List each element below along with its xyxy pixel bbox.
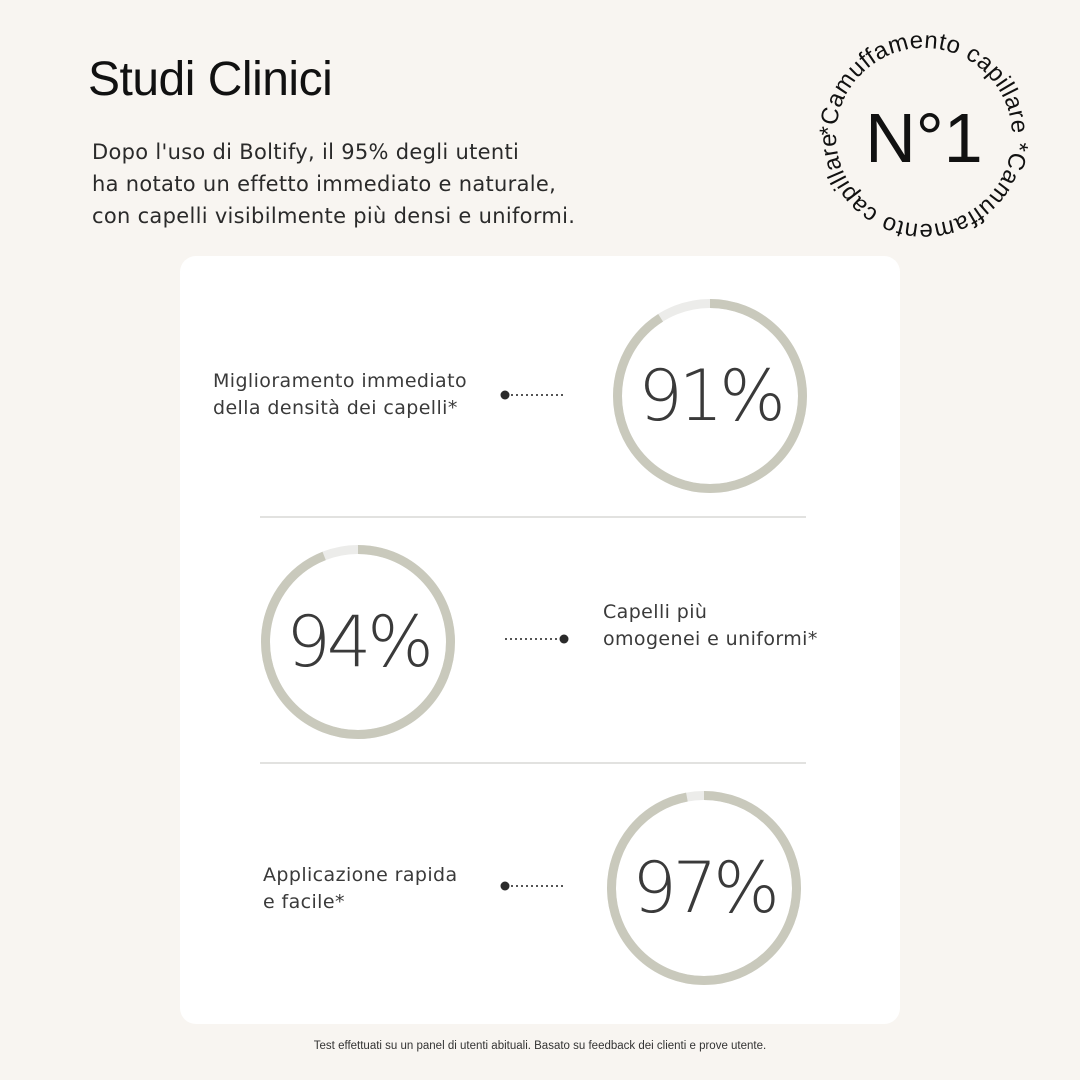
stat-value: 91% [638, 355, 782, 437]
number-one-badge [816, 28, 1032, 244]
badge-ring-text: *Camuffamento capillare *Camuffamento capillare [816, 28, 1032, 244]
stat-value: 94% [286, 601, 430, 683]
stat-ring-uniformity [260, 544, 456, 740]
stat-ring-application [606, 790, 802, 986]
stat-label-application [263, 862, 458, 916]
stat-label-line: Applicazione rapida [263, 864, 458, 886]
stat-label-line: e facile* [263, 891, 345, 913]
connector-dots [502, 632, 572, 646]
divider [260, 516, 806, 518]
intro-line: con capelli visibilmente più densi e uniformi. [92, 204, 576, 228]
connector-dots [498, 879, 568, 893]
intro-line: Dopo l'uso di Boltify, il 95% degli utenti [92, 140, 520, 164]
stat-label-line: omogenei e uniformi* [603, 628, 818, 650]
connector-dots [498, 388, 568, 402]
page-title: Studi Clinici [88, 53, 333, 106]
badge-seal [816, 28, 1032, 244]
stat-label-line: Miglioramento immediato [213, 370, 467, 392]
stat-label-line: della densità dei capelli* [213, 397, 458, 419]
intro-text [92, 136, 732, 232]
divider [260, 762, 806, 764]
stat-label-line: Capelli più [603, 601, 708, 623]
intro-line: ha notato un effetto immediato e naturale, [92, 172, 557, 196]
footnote: Test effettuati su un panel di utenti abituali. Basato su feedback dei clienti e prove utente. [313, 1040, 767, 1052]
stat-label-density [213, 368, 467, 422]
stat-ring-density [612, 298, 808, 494]
stat-value: 97% [632, 847, 776, 929]
stat-label-uniformity [603, 599, 818, 653]
badge-center-text: N°1 [865, 99, 983, 177]
